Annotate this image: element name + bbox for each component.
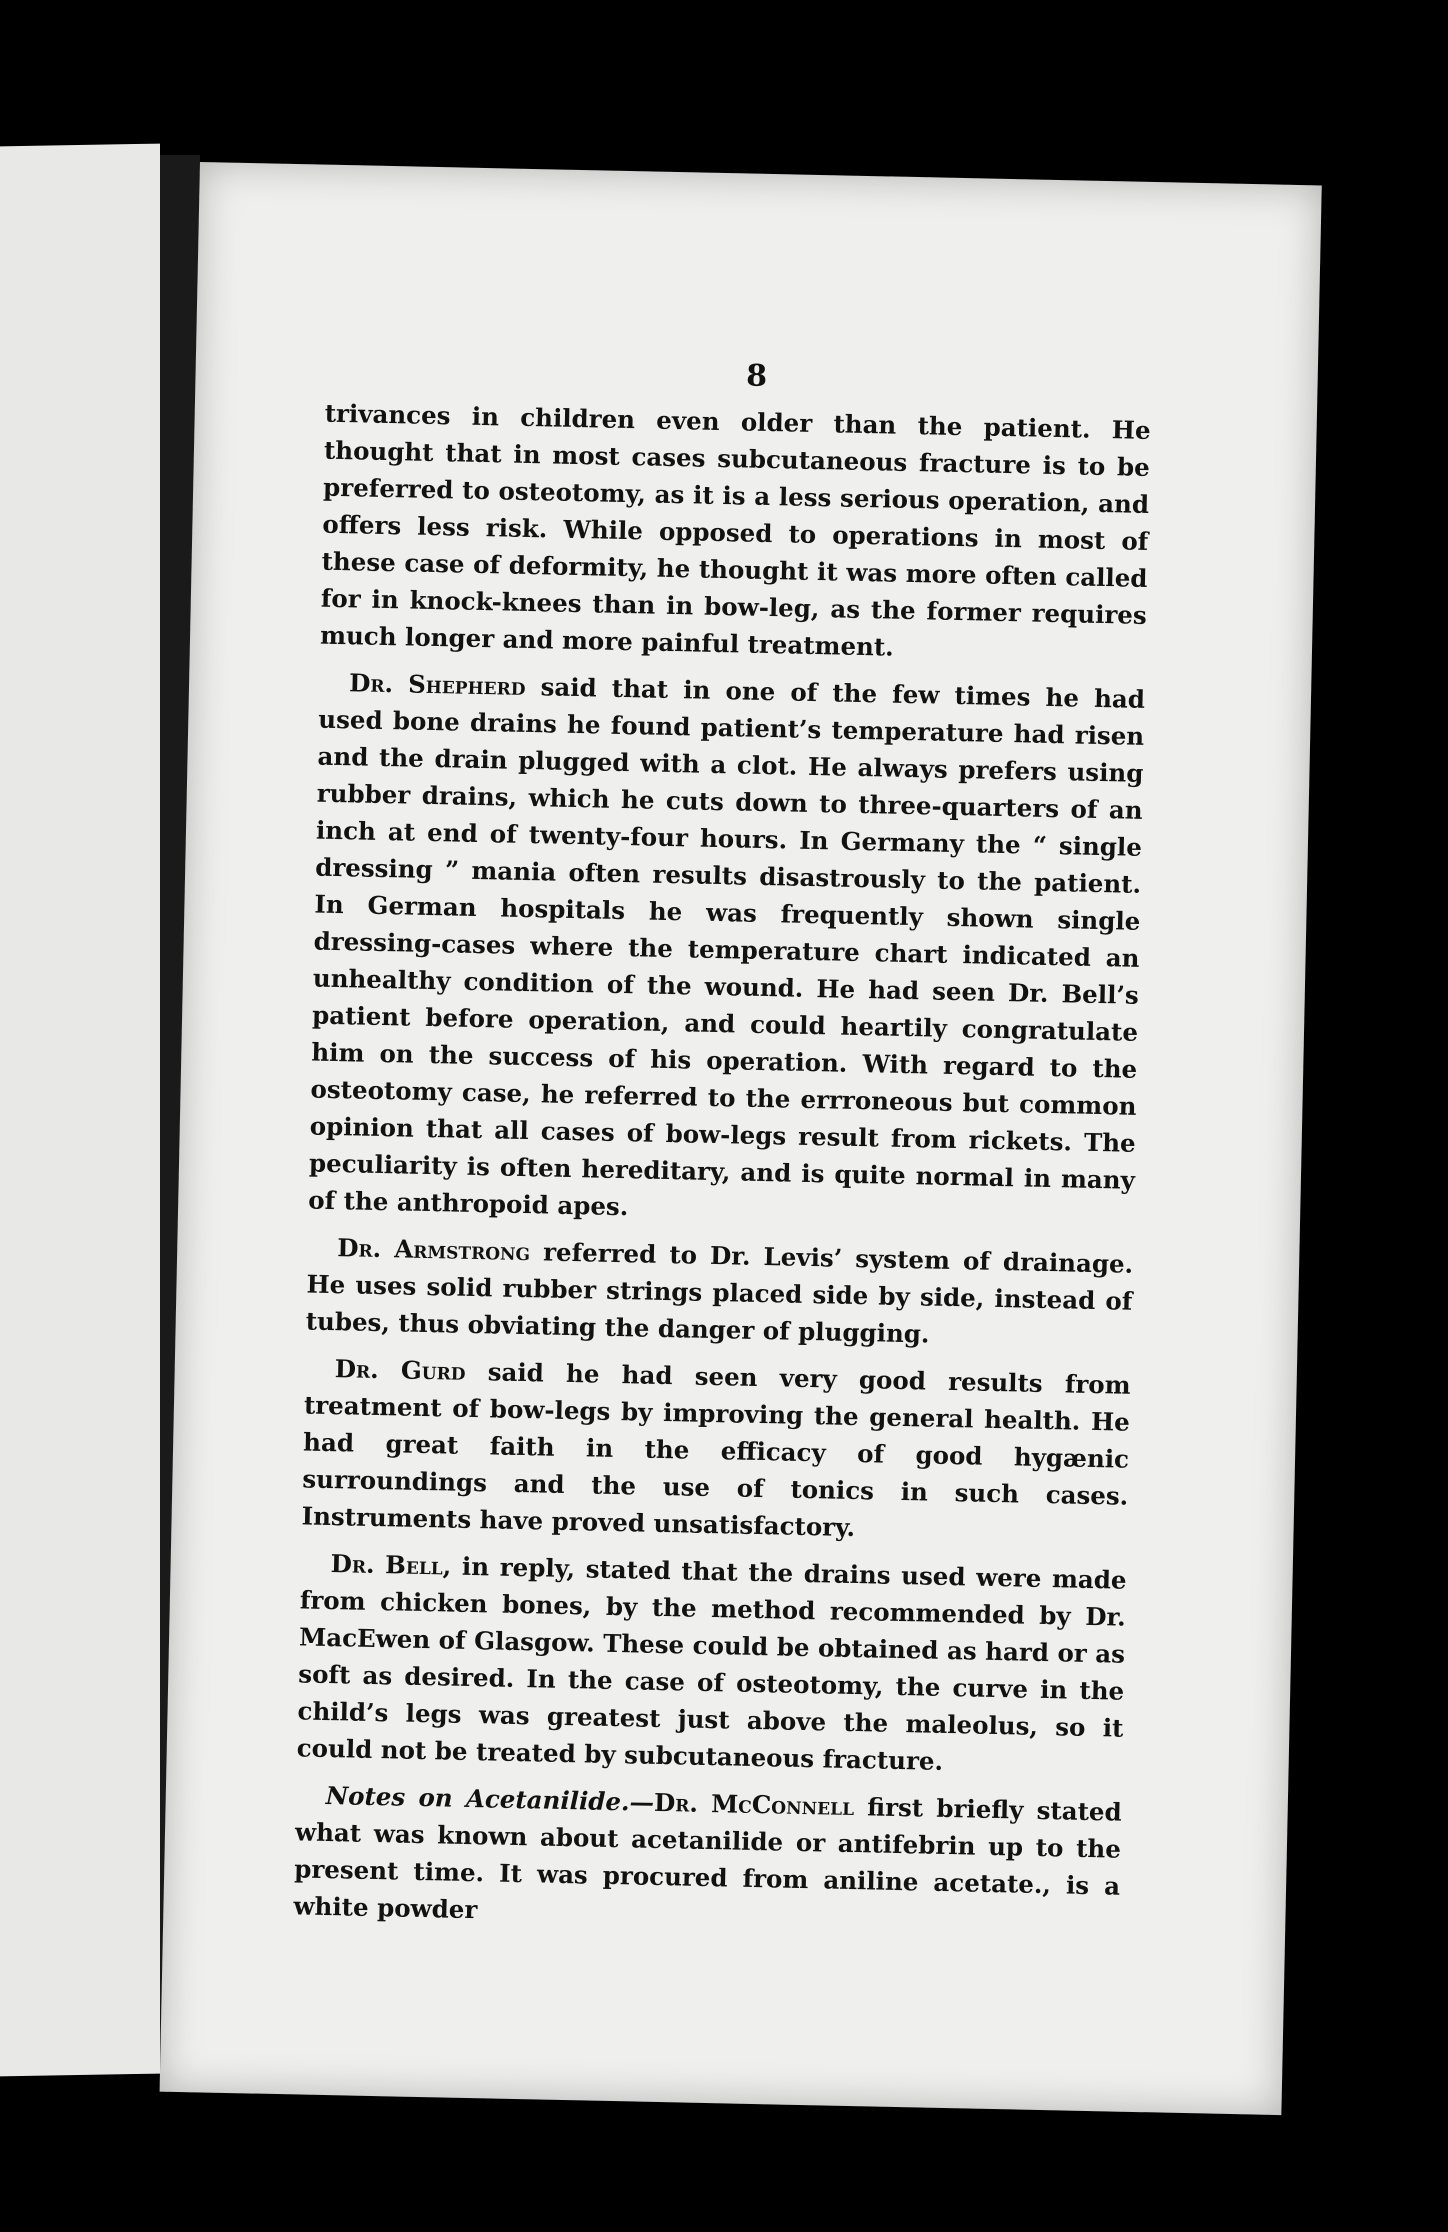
- book-page: [160, 162, 1322, 2115]
- speaker-name: Dr. Gurd: [334, 1354, 466, 1386]
- paragraph-text: , in reply, stated that the drains used were made from chicken bones, by the method recommended by Dr. MacEwen of Glasgow. These could be obtained as hard or as soft as desired. In the case of osteotomy, the curve in the child’s legs was greatest just above the maleolus, so it could not be treated by subcutaneous fracture.: [296, 1551, 1127, 1776]
- paragraph-text: referred to Dr. Levis’ system of drainage. He uses solid rubber strings placed side by side, instead of tubes, thus obviating the danger of plugging.: [305, 1237, 1134, 1349]
- paragraph-continuation: [320, 395, 1151, 671]
- paragraph-text: said he had seen very good results from treatment of bow-legs by improving the general health. He had great faith in the efficacy of good hygænic surroundings and the use of tonics in such cases. Instruments have proved unsatisfactory.: [301, 1356, 1131, 1543]
- paragraph-text: said that in one of the few times he had used bone drains he found patient’s temperature had risen and the drain plugged with a clot. He always prefers using rubber drains, which he cuts down to three-quarters of an inch at end of twenty-four hours. In Germany the “ single dressing ” mania often results disastrously to the patient. In German hospitals he was frequently shown single dressing-cases where the temperature chart indicated an unhealthy condition of the wound. He had seen Dr. Bell’s patient before operation, and could heartily congratulate him on the success of his operation. With regard to the osteotomy case, he referred to the errroneous but common opinion that all cases of bow-legs result from rickets. The peculiarity is often hereditary, and is quite normal in many of the anthropoid apes.: [307, 671, 1146, 1222]
- paragraph-armstrong: [305, 1228, 1133, 1356]
- speaker-name: Dr. Armstrong: [336, 1233, 531, 1267]
- page-body: [293, 395, 1151, 1952]
- paragraph-bell: [296, 1544, 1126, 1783]
- speaker-name: Dr. Shepherd: [348, 668, 526, 701]
- page-number: 8: [745, 358, 768, 394]
- speaker-name: Dr. McConnell: [653, 1787, 855, 1822]
- speaker-name: Dr. Bell: [330, 1549, 444, 1581]
- section-heading: Notes on Acetanilide.—: [325, 1780, 655, 1817]
- paragraph-gurd: [301, 1349, 1131, 1551]
- paragraph-text: first briefly stated what was known about acetanilide or antifebrin up to the present time. It was procured from aniline acetate., is a white powder: [293, 1792, 1122, 1925]
- paragraph-text: trivances in children even older than the patient. He thought that in most cases subcutaneous fracture is to be preferred to osteotomy, as it is a less serious operation, and offers less risk. While opposed to operations in most of these case of deformity, he thought it was more often called for in knock-knees than in bow-leg, as the former requires much longer and more painful treatment.: [319, 398, 1151, 662]
- paragraph-acetanilide: [293, 1776, 1122, 1941]
- left-page-edge: [0, 144, 160, 2077]
- paragraph-shepherd: [308, 664, 1145, 1236]
